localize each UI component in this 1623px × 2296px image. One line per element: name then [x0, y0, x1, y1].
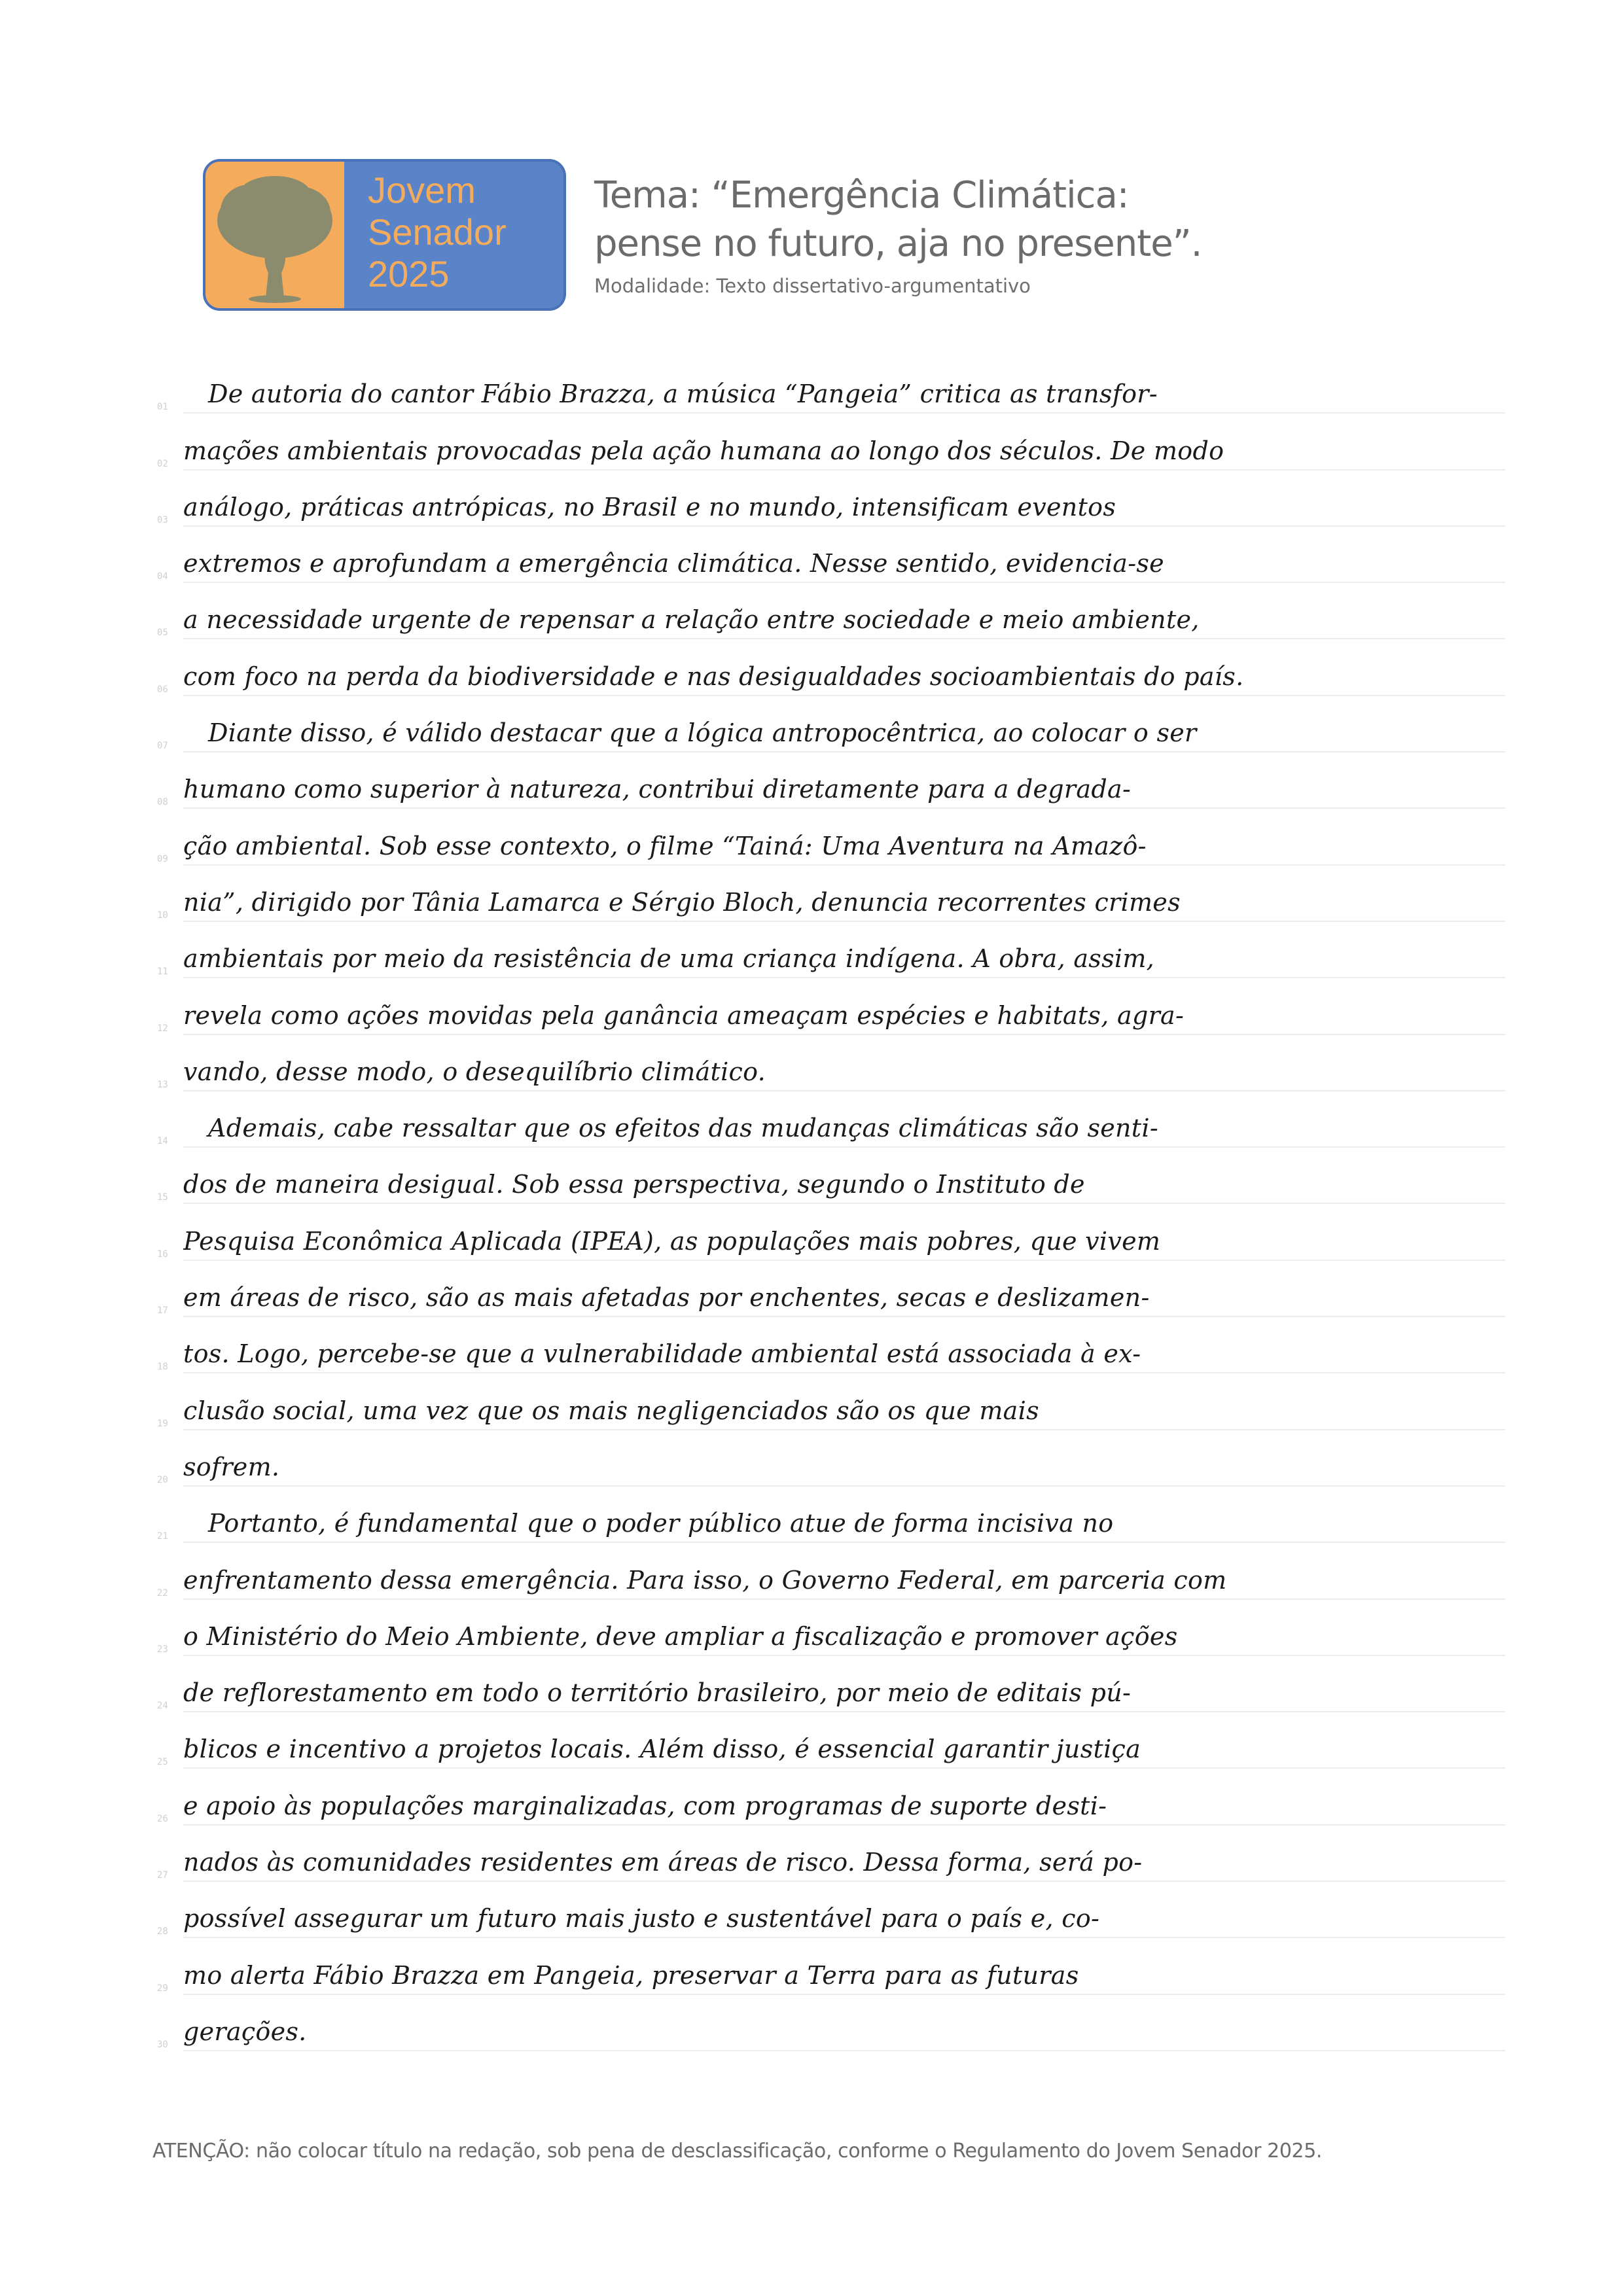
- essay-line: [157, 818, 1505, 874]
- jovem-senador-logo: [203, 159, 566, 311]
- handwritten-text: extremos e aprofundam a emergência climática. Nesse sentido, evidencia-se: [183, 549, 1164, 578]
- handwritten-text: Diante disso, é válido destacar que a lógica antropocêntrica, ao colocar o ser: [208, 718, 1197, 748]
- line-number: 07: [157, 741, 168, 752]
- essay-line: [157, 648, 1505, 705]
- handwritten-text: análogo, práticas antrópicas, no Brasil e no mundo, intensificam eventos: [183, 492, 1116, 521]
- essay-line: [157, 1270, 1505, 1326]
- handwritten-text: revela como ações movidas pela ganância ameaçam espécies e habitats, agra-: [183, 1000, 1185, 1030]
- line-number: 17: [157, 1305, 168, 1316]
- ruled-line: [183, 1146, 1505, 1148]
- line-number: 09: [157, 853, 168, 864]
- handwritten-text: de reflorestamento em todo o território brasileiro, por meio de editais pú-: [183, 1678, 1132, 1708]
- handwritten-text: nados às comunidades residentes em áreas de risco. Dessa forma, será po-: [183, 1848, 1143, 1877]
- handwritten-text: enfrentamento dessa emergência. Para isso, o Governo Federal, em parceria com: [183, 1565, 1227, 1595]
- handwritten-text: em áreas de risco, são as mais afetadas por enchentes, secas e deslizamen-: [183, 1283, 1150, 1313]
- line-number: 04: [157, 571, 168, 582]
- ruled-line: [183, 2050, 1505, 2051]
- theme-title-line-2: pense no futuro, aja no presente”.: [594, 222, 1202, 265]
- line-number: 08: [157, 797, 168, 808]
- line-number: 27: [157, 1870, 168, 1881]
- ruled-line: [183, 1090, 1505, 1091]
- handwritten-text: dos de maneira desigual. Sob essa perspectiva, segundo o Instituto de: [183, 1170, 1085, 1199]
- essay-line: [157, 1947, 1505, 2004]
- ruled-line: [183, 921, 1505, 922]
- essay-line: [157, 762, 1505, 818]
- ruled-line: [183, 864, 1505, 866]
- essay-line: [157, 987, 1505, 1044]
- handwritten-text: a necessidade urgente de repensar a relação entre sociedade e meio ambiente,: [183, 605, 1200, 635]
- logo-line-year: 2025: [368, 253, 450, 294]
- ruled-line: [183, 977, 1505, 978]
- ruled-line: [183, 412, 1505, 414]
- ruled-line: [183, 1994, 1505, 1995]
- handwritten-text: clusão social, uma vez que os mais negligenciados são os que mais: [183, 1396, 1039, 1425]
- essay-line: [157, 1213, 1505, 1269]
- ruled-line: [183, 807, 1505, 809]
- ruled-line: [183, 695, 1505, 696]
- ruled-line: [183, 1203, 1505, 1204]
- line-number: 30: [157, 2039, 168, 2050]
- handwritten-text: e apoio às populações marginalizadas, com programas de suporte desti-: [183, 1791, 1107, 1820]
- theme-header: [594, 171, 1202, 297]
- line-number: 22: [157, 1587, 168, 1598]
- essay-line: [157, 1778, 1505, 1834]
- ruled-line: [183, 1937, 1505, 1938]
- ruled-line: [183, 525, 1505, 527]
- logo-text: [344, 162, 563, 308]
- essay-line: [157, 705, 1505, 762]
- tree-icon: [211, 175, 339, 306]
- essay-line: [157, 1439, 1505, 1496]
- line-number: 06: [157, 684, 168, 695]
- line-number: 03: [157, 514, 168, 525]
- ruled-line: [183, 1485, 1505, 1487]
- essay-line: [157, 1552, 1505, 1608]
- essay-line: [157, 1044, 1505, 1101]
- logo-line-jovem: Jovem: [368, 169, 476, 211]
- footer-notice: ATENÇÃO: não colocar título na redação, sob pena de desclassificação, conforme o Regulamento do Jovem Senador 2025.: [152, 2140, 1323, 2163]
- line-number: 29: [157, 1983, 168, 1994]
- handwritten-text: nia”, dirigido por Tânia Lamarca e Sérgio Bloch, denuncia recorrentes crimes: [183, 887, 1181, 917]
- line-number: 28: [157, 1926, 168, 1937]
- theme-title-line-1: Tema: “Emergência Climática:: [594, 174, 1129, 217]
- essay-line: [157, 1609, 1505, 1665]
- essay-line: [157, 931, 1505, 987]
- essay-line: [157, 1665, 1505, 1722]
- line-number: 15: [157, 1192, 168, 1203]
- essay-line: [157, 592, 1505, 648]
- essay-line: [157, 1722, 1505, 1778]
- handwritten-text: blicos e incentivo a projetos locais. Além disso, é essencial garantir justiça: [183, 1735, 1141, 1764]
- handwritten-text: Ademais, cabe ressaltar que os efeitos das mudanças climáticas são senti-: [208, 1114, 1158, 1143]
- handwritten-text: ambientais por meio da resistência de uma criança indígena. A obra, assim,: [183, 944, 1155, 974]
- handwritten-text: possível assegurar um futuro mais justo e sustentável para o país e, co-: [183, 1904, 1100, 1934]
- ruled-line: [183, 1034, 1505, 1035]
- line-number: 02: [157, 458, 168, 469]
- modality-label: Modalidade: Texto dissertativo-argumentativo: [594, 275, 1031, 297]
- logo-tree-panel: [205, 162, 344, 308]
- essay-line: [157, 536, 1505, 592]
- handwritten-text: vando, desse modo, o desequilíbrio climático.: [183, 1057, 766, 1086]
- line-number: 25: [157, 1757, 168, 1768]
- essay-line: [157, 1496, 1505, 1552]
- handwritten-text: Portanto, é fundamental que o poder público atue de forma incisiva no: [208, 1509, 1114, 1538]
- essay-line: [157, 1835, 1505, 1891]
- handwritten-text: o Ministério do Meio Ambiente, deve ampliar a fiscalização e promover ações: [183, 1621, 1178, 1651]
- ruled-line: [183, 1372, 1505, 1373]
- line-number: 23: [157, 1644, 168, 1655]
- handwritten-text: mo alerta Fábio Brazza em Pangeia, preservar a Terra para as futuras: [183, 1960, 1079, 1990]
- ruled-line: [183, 469, 1505, 470]
- ruled-line: [183, 1824, 1505, 1826]
- line-number: 24: [157, 1701, 168, 1712]
- ruled-line: [183, 582, 1505, 583]
- handwritten-text: gerações.: [183, 2017, 307, 2046]
- essay-line: [157, 1383, 1505, 1439]
- handwritten-text: Pesquisa Econômica Aplicada (IPEA), as populações mais pobres, que vivem: [183, 1226, 1161, 1256]
- essay-line: [157, 423, 1505, 479]
- handwritten-text: tos. Logo, percebe-se que a vulnerabilidade ambiental está associada à ex-: [183, 1339, 1141, 1369]
- line-number: 16: [157, 1248, 168, 1260]
- essay-line: [157, 480, 1505, 536]
- ruled-line: [183, 1598, 1505, 1600]
- line-number: 18: [157, 1362, 168, 1373]
- line-number: 12: [157, 1023, 168, 1034]
- handwritten-text: ção ambiental. Sob esse contexto, o filme “Tainá: Uma Aventura na Amazô-: [183, 831, 1147, 860]
- ruled-line: [183, 751, 1505, 752]
- essay-line: [157, 875, 1505, 931]
- essay-line: [157, 2004, 1505, 2060]
- ruled-line: [183, 1711, 1505, 1712]
- ruled-line: [183, 1260, 1505, 1261]
- handwritten-text: humano como superior à natureza, contribui diretamente para a degrada-: [183, 775, 1132, 804]
- line-number: 05: [157, 627, 168, 639]
- handwritten-text: mações ambientais provocadas pela ação humana ao longo dos séculos. De modo: [183, 436, 1224, 465]
- essay-line: [157, 1891, 1505, 1947]
- ruled-line: [183, 1767, 1505, 1769]
- ruled-line: [183, 1542, 1505, 1543]
- essay-line: [157, 366, 1505, 423]
- line-number: 20: [157, 1474, 168, 1485]
- ruled-line: [183, 1429, 1505, 1430]
- line-number: 14: [157, 1136, 168, 1147]
- ruled-line: [183, 1881, 1505, 1882]
- line-number: 01: [157, 402, 168, 413]
- line-number: 21: [157, 1531, 168, 1542]
- line-number: 13: [157, 1079, 168, 1090]
- essay-sheet: [157, 366, 1505, 2060]
- handwritten-text: sofrem.: [183, 1452, 280, 1481]
- line-number: 10: [157, 910, 168, 921]
- handwritten-text: com foco na perda da biodiversidade e nas desigualdades socioambientais do país.: [183, 662, 1244, 691]
- line-number: 11: [157, 966, 168, 978]
- essay-line: [157, 1157, 1505, 1213]
- essay-line: [157, 1101, 1505, 1157]
- logo-line-senador: Senador: [368, 211, 507, 253]
- ruled-line: [183, 638, 1505, 639]
- handwritten-text: De autoria do cantor Fábio Brazza, a música “Pangeia” critica as transfor-: [208, 380, 1158, 409]
- line-number: 26: [157, 1813, 168, 1824]
- essay-line: [157, 1326, 1505, 1383]
- ruled-line: [183, 1655, 1505, 1656]
- line-number: 19: [157, 1418, 168, 1429]
- ruled-line: [183, 1316, 1505, 1317]
